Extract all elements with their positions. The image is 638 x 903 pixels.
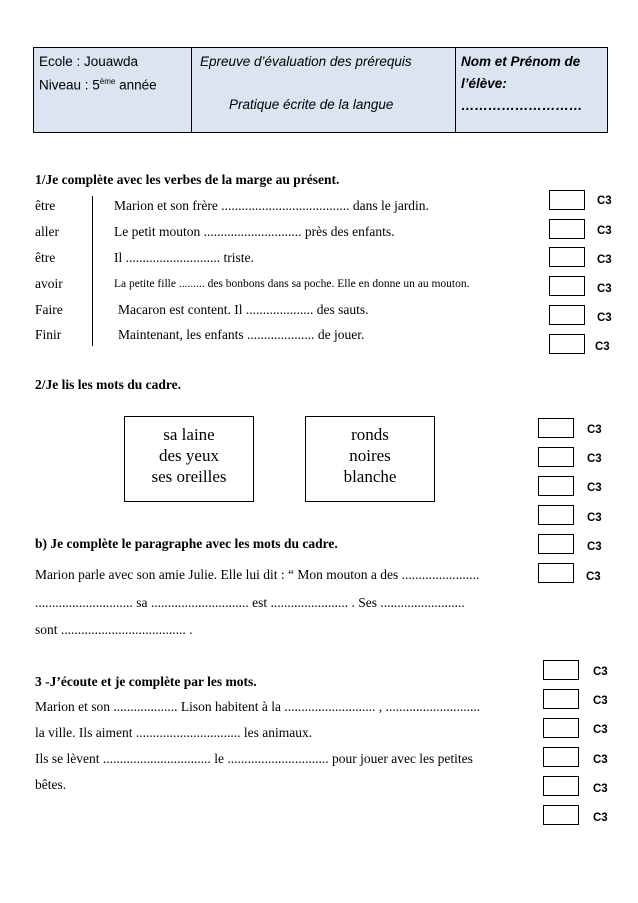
score-box[interactable] <box>538 418 574 438</box>
margin-verb: être <box>35 198 56 213</box>
exercise-line: Marion et son ................... Lison habitent à la ........................... , ............................ <box>35 699 481 714</box>
exercise-sentence: Le petit mouton ............................. près des enfants. <box>114 224 395 239</box>
score-box[interactable] <box>538 447 574 467</box>
exercise-sentence: Maintenant, les enfants .................... de jouer. <box>118 327 365 342</box>
exercise-sentence: La petite fille ......... des bonbons dans sa poche. Elle en donne un au mouton. <box>114 278 470 290</box>
exam-title: Epreuve d’évaluation des prérequis <box>200 54 412 69</box>
score-label: C3 <box>597 254 612 266</box>
margin-verb: être <box>35 250 56 265</box>
score-label: C3 <box>586 571 601 583</box>
score-label: C3 <box>587 512 602 524</box>
score-box[interactable] <box>543 689 579 709</box>
frame-word: des yeux <box>159 446 219 465</box>
score-box[interactable] <box>543 747 579 767</box>
score-box[interactable] <box>543 805 579 825</box>
score-box[interactable] <box>549 190 585 210</box>
section3-title: 3 -J’écoute et je complète par les mots. <box>35 674 257 689</box>
margin-divider <box>92 196 93 346</box>
score-box[interactable] <box>549 247 585 267</box>
score-label: C3 <box>587 453 602 465</box>
score-label: C3 <box>597 312 612 324</box>
header-title-cell <box>192 48 456 132</box>
score-box[interactable] <box>538 505 574 525</box>
section2-title: 2/Je lis les mots du cadre. <box>35 377 181 392</box>
score-box[interactable] <box>543 718 579 738</box>
score-box[interactable] <box>549 276 585 296</box>
exercise-sentence: Il ............................ triste. <box>114 250 254 265</box>
name-dots: ……………………… <box>461 98 583 113</box>
score-box[interactable] <box>549 305 585 325</box>
score-box[interactable] <box>538 476 574 496</box>
paragraph-line: sont ..................................... . <box>35 622 193 637</box>
score-label: C3 <box>587 541 602 553</box>
margin-verb: avoir <box>35 276 63 291</box>
score-label: C3 <box>593 666 608 678</box>
score-label: C3 <box>593 754 608 766</box>
exam-subtitle: Pratique écrite de la langue <box>229 97 394 112</box>
paragraph-line: Marion parle avec son amie Julie. Elle lui dit : “ Mon mouton a des ....................... <box>35 567 480 582</box>
score-label: C3 <box>587 482 602 494</box>
school-name: Ecole : Jouawda <box>39 54 139 69</box>
frame-word: blanche <box>343 467 397 486</box>
exercise-line: bêtes. <box>35 777 67 792</box>
header-school-cell <box>34 48 192 132</box>
section2b-title: b) Je complète le paragraphe avec les mots du cadre. <box>35 536 338 551</box>
score-label: C3 <box>597 195 612 207</box>
score-label: C3 <box>597 283 612 295</box>
exercise-sentence: Marion et son frère ...................................... dans le jardin. <box>114 198 429 213</box>
margin-verb: Finir <box>35 327 62 342</box>
score-label: C3 <box>593 695 608 707</box>
margin-verb: Faire <box>35 302 63 317</box>
score-label: C3 <box>597 225 612 237</box>
exercise-line: Ils se lèvent ................................ le .............................. pour jouer avec les petites <box>35 751 473 766</box>
exercise-sentence: Macaron est content. Il .................... des sauts. <box>118 302 369 317</box>
frame-word: ronds <box>351 425 389 444</box>
frame-word: noires <box>349 446 391 465</box>
frame-word: sa laine <box>163 425 215 444</box>
paragraph-line: ............................. sa ............................. est ....................... . Ses ......................... <box>35 595 465 610</box>
score-box[interactable] <box>543 776 579 796</box>
name-label-line2: l’élève: <box>461 76 507 91</box>
score-box[interactable] <box>538 563 574 583</box>
margin-verb: aller <box>35 224 59 239</box>
score-box[interactable] <box>538 534 574 554</box>
score-label: C3 <box>593 812 608 824</box>
frame-word: ses oreilles <box>151 467 227 486</box>
name-label-line1: Nom et Prénom de <box>461 54 581 69</box>
score-label: C3 <box>593 783 608 795</box>
level-label: Niveau : 5ème année <box>39 77 157 93</box>
header-table <box>33 47 608 133</box>
word-frame-1 <box>124 416 254 502</box>
score-box[interactable] <box>549 334 585 354</box>
score-box[interactable] <box>543 660 579 680</box>
word-frame-2 <box>305 416 435 502</box>
exercise-line: la ville. Ils aiment ............................... les animaux. <box>35 725 313 740</box>
header-name-cell <box>456 48 607 132</box>
section1-title: 1/Je complète avec les verbes de la marge au présent. <box>35 172 340 187</box>
score-label: C3 <box>587 424 602 436</box>
score-label: C3 <box>593 724 608 736</box>
score-box[interactable] <box>549 219 585 239</box>
score-label: C3 <box>595 341 610 353</box>
